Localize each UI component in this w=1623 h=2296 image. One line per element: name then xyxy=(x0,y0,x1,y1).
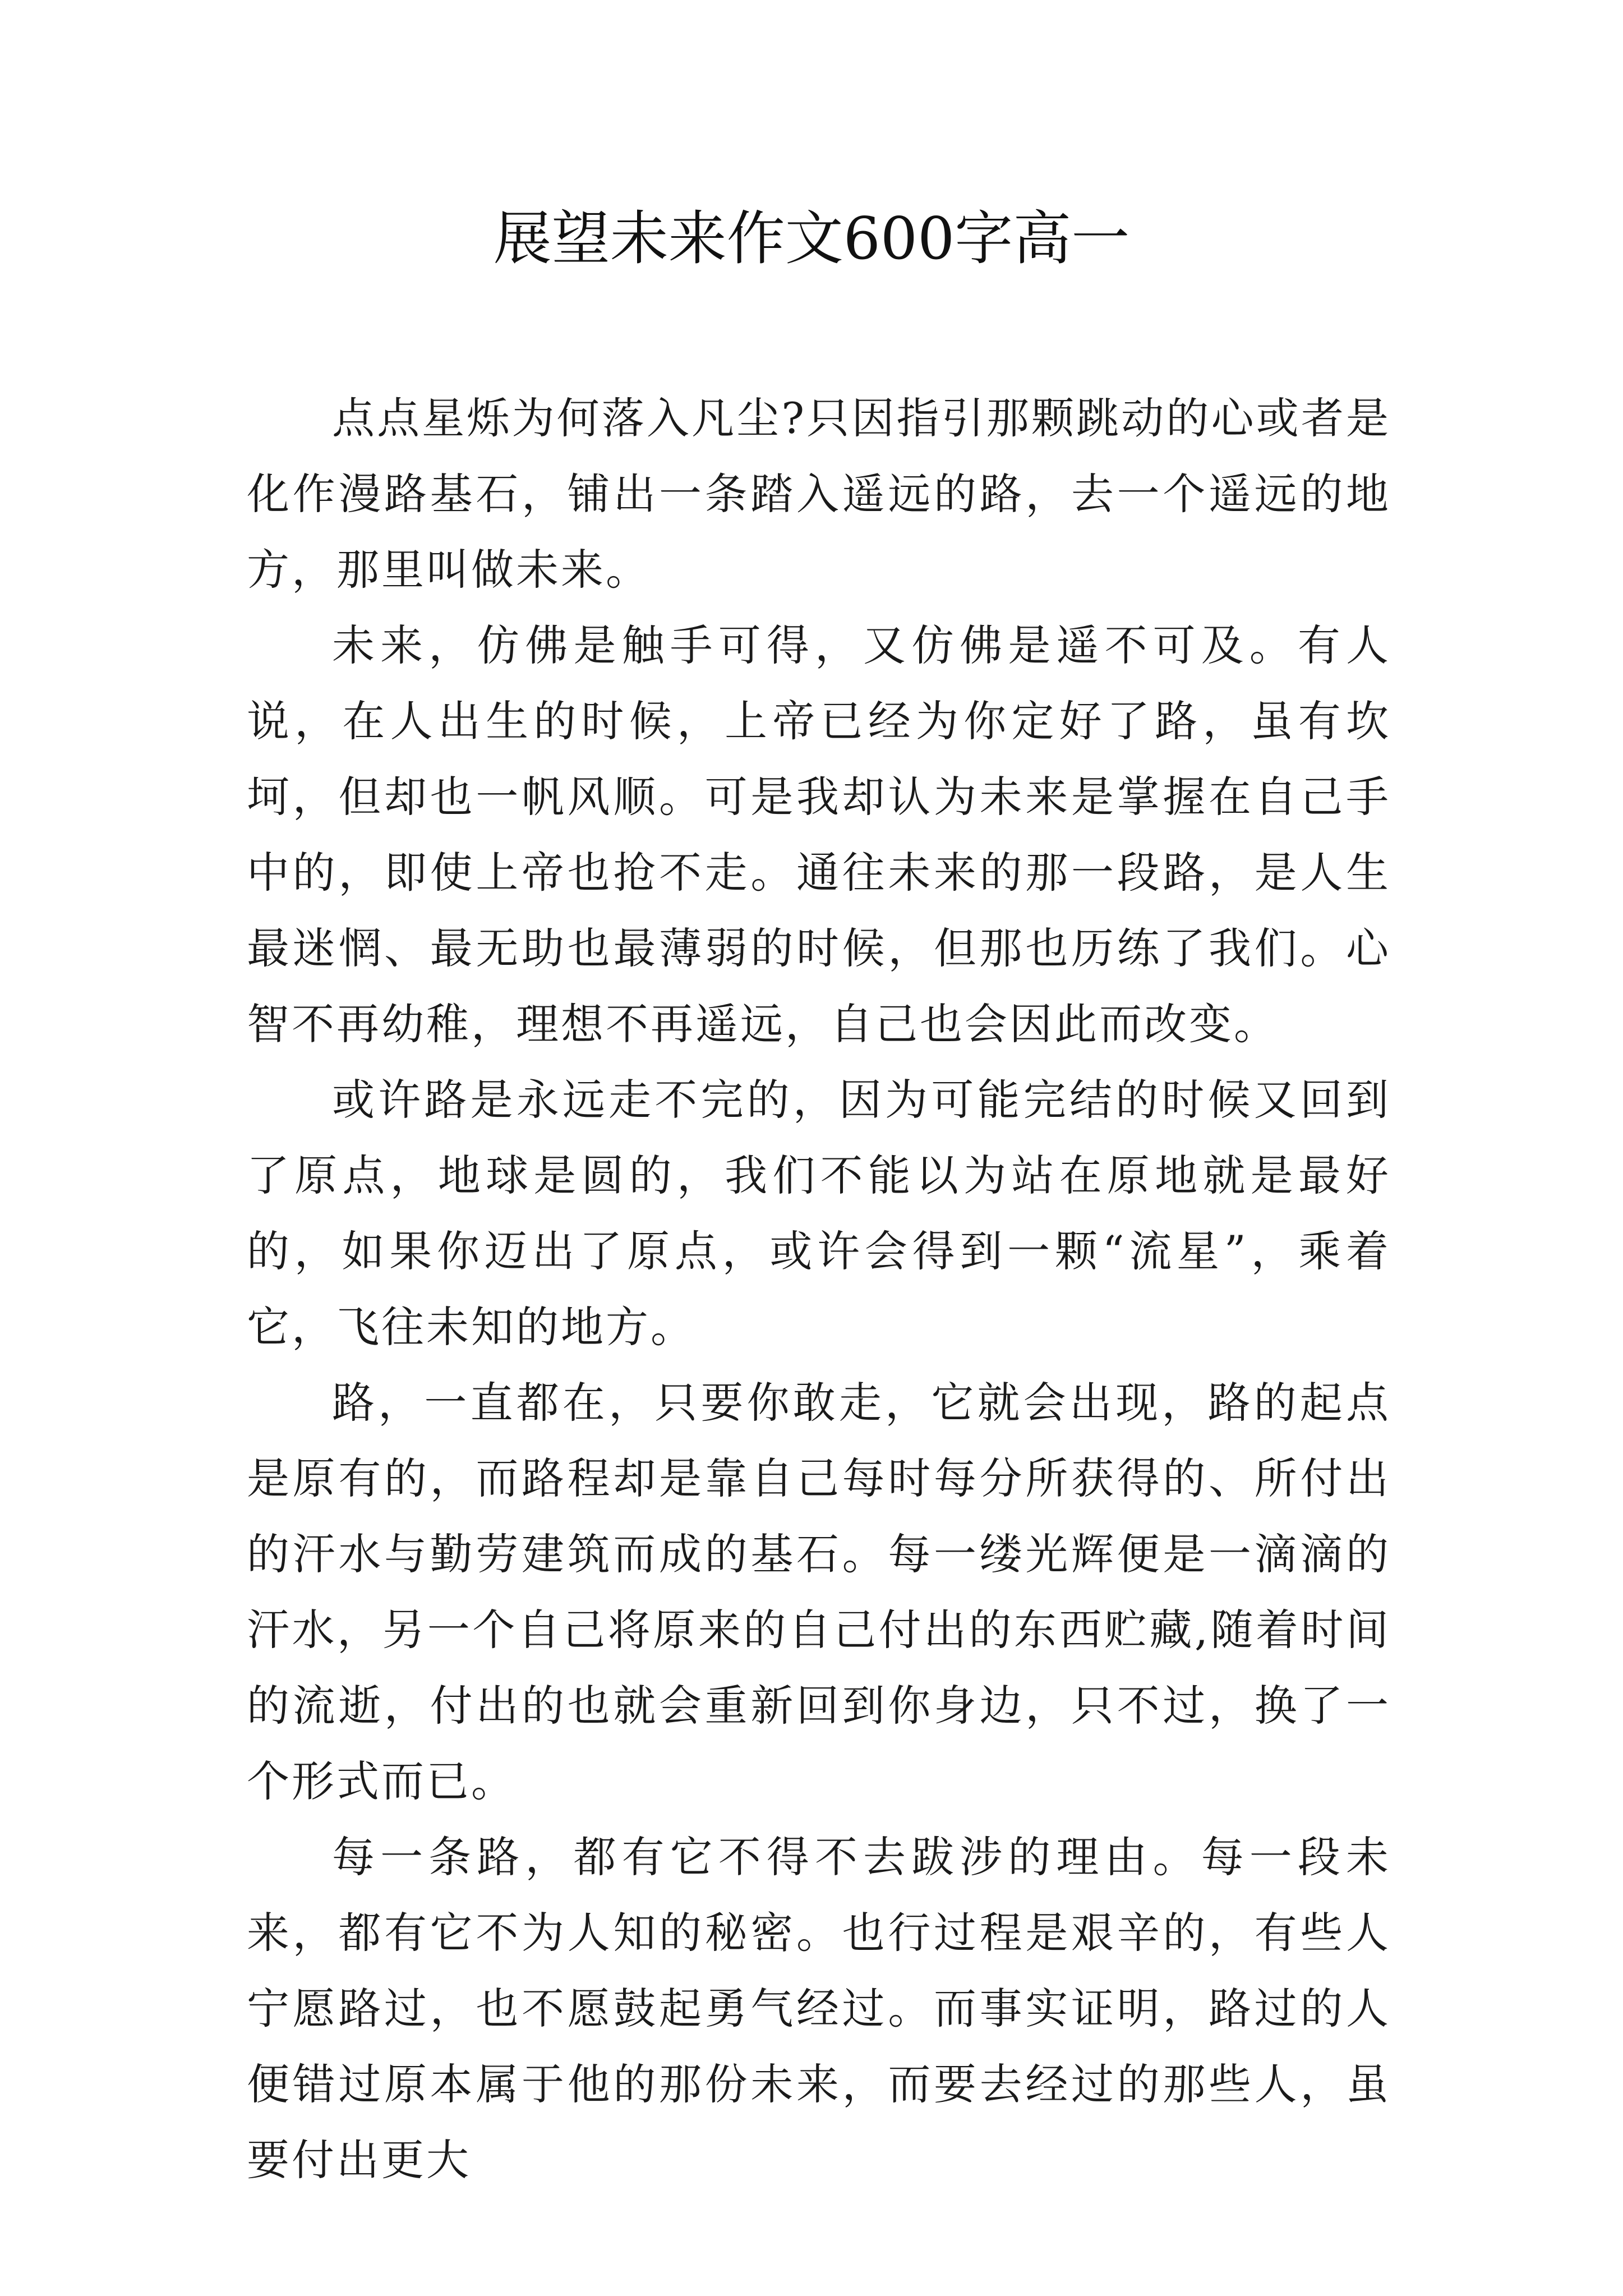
paragraph: 路，一直都在，只要你敢走，它就会出现，路的起点是原有的，而路程却是靠自己每时每分所获得的、所付出的汗水与勤劳建筑而成的基石。每一缕光辉便是一滴滴的汗水，另一个自己将原来的自己付出的东西贮藏,随着时间的流逝，付出的也就会重新回到你身边，只不过，换了一个形式而已。 xyxy=(247,1378,1391,1806)
page-title: 展望未来作文600字高一 xyxy=(493,204,1130,273)
paragraph: 每一条路，都有它不得不去跋涉的理由。每一段未来，都有它不为人知的秘密。也行过程是艰辛的，有些人宁愿路过，也不愿鼓起勇气经过。而事实证明，路过的人便错过原本属于他的那份未来，而要去经过的那些人，虽要付出更大 xyxy=(247,1832,1391,2185)
article-body xyxy=(247,380,1391,2198)
paragraph: 或许路是永远走不完的，因为可能完结的时候又回到了原点，地球是圆的，我们不能以为站在原地就是最好的，如果你迈出了原点，或许会得到一颗“流星”，乘着它，飞往未知的地方。 xyxy=(247,1075,1391,1352)
paragraph: 未来，仿佛是触手可得，又仿佛是遥不可及。有人说，在人出生的时候，上帝已经为你定好了路，虽有坎坷，但却也一帆风顺。可是我却认为未来是掌握在自己手中的，即使上帝也抢不走。通往未来的那一段路，是人生最迷惘、最无助也最薄弱的时候，但那也历练了我们。心智不再幼稚，理想不再遥远，自己也会因此而改变。 xyxy=(247,620,1391,1049)
paragraph: 点点星烁为何落入凡尘?只因指引那颗跳动的心或者是化作漫路基石，铺出一条踏入遥远的路，去一个遥远的地方，那里叫做未来。 xyxy=(247,393,1391,595)
